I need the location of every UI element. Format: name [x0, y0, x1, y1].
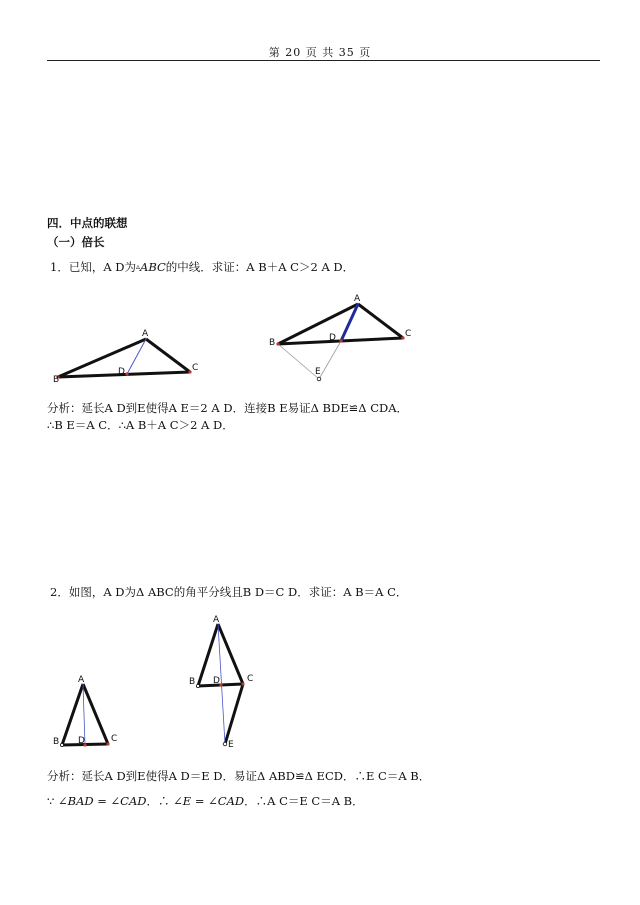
- point-b: [196, 684, 199, 687]
- problem1-figure-right: [265, 290, 425, 385]
- point-d: [339, 339, 342, 342]
- page-header: 第 20 页 共 35 页: [268, 46, 372, 59]
- problem2-analysis-line2: [47, 793, 364, 809]
- label-e: E: [228, 740, 234, 750]
- label-a: A: [354, 294, 361, 304]
- problem1-statement: [50, 259, 354, 275]
- label-b: B: [53, 737, 60, 747]
- label-a: A: [142, 329, 149, 339]
- sub-heading: （一）倍长: [47, 235, 105, 249]
- angle-equation-1: ∠BAD = ∠CAD: [57, 794, 147, 808]
- label-b: B: [189, 677, 196, 687]
- section-heading: 四．中点的联想: [47, 216, 128, 230]
- because-symbol: ∵: [47, 794, 55, 808]
- label-a: A: [78, 675, 85, 685]
- label-d: D: [78, 736, 85, 746]
- edge-ac: [218, 624, 243, 684]
- problem2-analysis-line1: 分析：延长A D到E使得A D＝E D．易证Δ ABD≌Δ ECD．∴E C＝A B．: [47, 769, 431, 783]
- point-e: [317, 377, 321, 381]
- problem1-suffix: 的中线．求证：A B＋A C＞2 A D．: [165, 260, 355, 274]
- label-e: E: [315, 367, 321, 377]
- point-b: [60, 743, 63, 746]
- separator-1: ．∴: [146, 794, 170, 808]
- problem1-analysis-line1: 分析：延长A D到E使得A E＝2 A D．连接B E易证Δ BDE≌Δ CDA．: [47, 401, 409, 415]
- problem1-prefix: 1．已知，A D为: [50, 260, 136, 274]
- angle-equation-2: ∠E = ∠CAD: [173, 794, 245, 808]
- label-c: C: [247, 674, 254, 684]
- problem1-figure-left: [50, 325, 210, 385]
- label-b: B: [269, 338, 276, 348]
- edge-ce: [225, 684, 243, 744]
- edge-ac: [146, 339, 190, 372]
- separator-2: ．∴A C＝E C＝A B．: [244, 794, 364, 808]
- edge-ba: [278, 304, 358, 344]
- label-c: C: [405, 329, 412, 339]
- label-a: A: [213, 615, 220, 625]
- problem2-figure-right: [185, 610, 275, 755]
- label-d: D: [118, 367, 125, 377]
- point-c: [106, 742, 109, 745]
- label-d: D: [329, 333, 336, 343]
- header-rule: [47, 60, 600, 61]
- extension-de: [319, 341, 341, 379]
- point-e: [223, 742, 227, 746]
- label-c: C: [111, 734, 118, 744]
- problem2-statement: 2．如图，A D为Δ ABC的角平分线且B D＝C D．求证：A B＝A C．: [50, 585, 408, 599]
- label-c: C: [192, 363, 199, 373]
- point-d: [125, 372, 128, 375]
- edge-ac: [358, 304, 403, 338]
- point-b: [276, 342, 279, 345]
- label-b: B: [53, 375, 60, 385]
- problem1-triangle: ABC: [140, 260, 166, 274]
- edge-ba: [58, 339, 146, 377]
- problem1-analysis-line2: ∴B E＝A C．∴A B＋A C＞2 A D．: [47, 418, 234, 432]
- label-d: D: [213, 676, 220, 686]
- triangle-symbol: ▵: [136, 262, 141, 271]
- edge-ac: [83, 684, 108, 744]
- point-c: [241, 682, 244, 685]
- segment-be: [278, 344, 319, 379]
- problem2-figure-left: [50, 673, 130, 753]
